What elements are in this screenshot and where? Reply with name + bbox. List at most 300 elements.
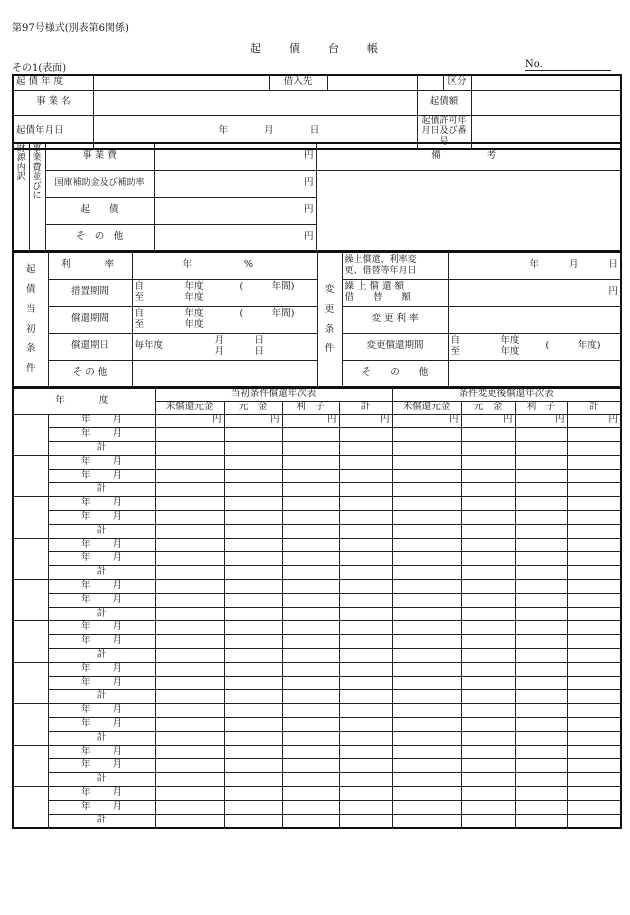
- schedule-amount-cell[interactable]: [567, 414, 621, 428]
- schedule-amount-cell[interactable]: [224, 635, 282, 649]
- schedule-amount-cell[interactable]: [339, 787, 392, 801]
- schedule-amount-cell[interactable]: [155, 690, 224, 704]
- schedule-amount-cell[interactable]: [224, 511, 282, 525]
- schedule-amount-cell[interactable]: [339, 814, 392, 828]
- schedule-amount-cell[interactable]: [567, 800, 621, 814]
- unit-yen: 円: [303, 204, 314, 216]
- schedule-amount-cell[interactable]: [224, 455, 282, 469]
- schedule-amount-cell[interactable]: [339, 800, 392, 814]
- schedule-amount-cell[interactable]: [515, 414, 567, 428]
- schedule-amount-cell[interactable]: [282, 552, 339, 566]
- schedule-amount-cell[interactable]: [461, 773, 515, 787]
- schedule-amount-cell[interactable]: [567, 759, 621, 773]
- schedule-amount-cell[interactable]: [567, 814, 621, 828]
- changed-period-label: 変更償還期間: [342, 333, 448, 360]
- schedule-amount-cell[interactable]: [515, 442, 567, 456]
- schedule-amount-cell[interactable]: [282, 469, 339, 483]
- schedule-amount-cell[interactable]: [567, 704, 621, 718]
- schedule-amount-cell[interactable]: [392, 524, 461, 538]
- schedule-amount-cell[interactable]: [282, 414, 339, 428]
- schedule-amount-cell[interactable]: [339, 607, 392, 621]
- schedule-amount-cell[interactable]: [339, 731, 392, 745]
- schedule-amount-cell[interactable]: [392, 704, 461, 718]
- schedule-amount-cell[interactable]: [155, 649, 224, 663]
- grace-period-field[interactable]: 自 至 年度 年度 ( 年間): [132, 279, 317, 306]
- schedule-amount-cell[interactable]: [392, 773, 461, 787]
- repay-period-field[interactable]: 自 至 年度 年度 ( 年間): [132, 306, 317, 333]
- schedule-amount-cell[interactable]: [282, 718, 339, 732]
- schedule-amount-cell[interactable]: [339, 662, 392, 676]
- schedule-amount-cell[interactable]: [282, 607, 339, 621]
- schedule-amount-cell[interactable]: [461, 718, 515, 732]
- schedule-amount-cell[interactable]: [515, 566, 567, 580]
- schedule-amount-cell[interactable]: [515, 428, 567, 442]
- schedule-amount-cell[interactable]: [339, 469, 392, 483]
- project-name-field[interactable]: [93, 90, 417, 115]
- schedule-year-cell[interactable]: [13, 787, 48, 828]
- schedule-amount-cell[interactable]: [155, 483, 224, 497]
- schedule-amount-cell[interactable]: [282, 580, 339, 594]
- schedule-amount-cell[interactable]: [339, 442, 392, 456]
- schedule-amount-cell[interactable]: [461, 635, 515, 649]
- fiscal-year-field[interactable]: [93, 75, 269, 90]
- schedule-amount-cell[interactable]: [461, 814, 515, 828]
- schedule-amount-cell[interactable]: [392, 511, 461, 525]
- schedule-amount-cell[interactable]: [461, 538, 515, 552]
- schedule-amount-cell[interactable]: [224, 759, 282, 773]
- schedule-amount-cell[interactable]: [567, 593, 621, 607]
- schedule-total-label: 計: [48, 607, 155, 621]
- schedule-amount-cell[interactable]: [392, 428, 461, 442]
- schedule-col-header: 未償還元金: [392, 401, 461, 414]
- schedule-amount-cell[interactable]: [155, 511, 224, 525]
- schedule-amount-cell[interactable]: [515, 704, 567, 718]
- schedule-amount-cell[interactable]: [224, 552, 282, 566]
- schedule-amount-cell[interactable]: [515, 814, 567, 828]
- unit-yen: 円: [503, 414, 513, 426]
- schedule-amount-cell[interactable]: [339, 621, 392, 635]
- schedule-amount-cell[interactable]: [461, 566, 515, 580]
- schedule-amount-cell[interactable]: [282, 428, 339, 442]
- schedule-amount-cell[interactable]: [282, 745, 339, 759]
- schedule-amount-cell[interactable]: [392, 676, 461, 690]
- schedule-amount-cell[interactable]: [155, 524, 224, 538]
- schedule-amount-cell[interactable]: [567, 566, 621, 580]
- schedule-amount-cell[interactable]: [339, 704, 392, 718]
- schedule-amount-cell[interactable]: [282, 593, 339, 607]
- table-row: [13, 442, 621, 456]
- schedule-amount-cell[interactable]: [515, 718, 567, 732]
- schedule-amount-cell[interactable]: [392, 469, 461, 483]
- schedule-amount-cell[interactable]: [339, 414, 392, 428]
- schedule-amount-cell[interactable]: [282, 676, 339, 690]
- schedule-amount-cell[interactable]: [515, 511, 567, 525]
- schedule-amount-cell[interactable]: [567, 773, 621, 787]
- schedule-amount-cell[interactable]: [461, 469, 515, 483]
- schedule-amount-cell[interactable]: [224, 524, 282, 538]
- schedule-amount-cell[interactable]: [155, 414, 224, 428]
- schedule-year-cell[interactable]: [13, 580, 48, 621]
- schedule-amount-cell[interactable]: [515, 552, 567, 566]
- schedule-amount-cell[interactable]: [461, 800, 515, 814]
- schedule-amount-cell[interactable]: [392, 593, 461, 607]
- schedule-amount-cell[interactable]: [282, 635, 339, 649]
- schedule-amount-cell[interactable]: [224, 483, 282, 497]
- schedule-amount-cell[interactable]: [392, 414, 461, 428]
- schedule-amount-cell[interactable]: [224, 649, 282, 663]
- schedule-amount-cell[interactable]: [339, 552, 392, 566]
- schedule-amount-cell[interactable]: [567, 428, 621, 442]
- schedule-amount-cell[interactable]: [155, 800, 224, 814]
- lender-label: 借入先: [269, 75, 327, 90]
- schedule-amount-cell[interactable]: [155, 676, 224, 690]
- schedule-amount-cell[interactable]: [515, 690, 567, 704]
- schedule-amount-cell[interactable]: [155, 497, 224, 511]
- schedule-amount-cell[interactable]: [155, 607, 224, 621]
- schedule-amount-cell[interactable]: [224, 566, 282, 580]
- schedule-amount-cell[interactable]: [567, 690, 621, 704]
- schedule-amount-cell[interactable]: [461, 607, 515, 621]
- finance-row-label: 事 業 費: [45, 143, 154, 170]
- schedule-amount-cell[interactable]: [155, 621, 224, 635]
- schedule-amount-cell[interactable]: [224, 497, 282, 511]
- schedule-amount-cell[interactable]: [567, 731, 621, 745]
- schedule-amount-cell[interactable]: [339, 773, 392, 787]
- rate-label: 利 率: [48, 252, 132, 279]
- schedule-amount-cell[interactable]: [224, 814, 282, 828]
- change-date-field[interactable]: [448, 252, 621, 279]
- schedule-amount-cell[interactable]: [515, 773, 567, 787]
- schedule-amount-cell[interactable]: [155, 593, 224, 607]
- schedule-amount-cell[interactable]: [339, 759, 392, 773]
- schedule-amount-cell[interactable]: [392, 621, 461, 635]
- category-field[interactable]: [471, 75, 621, 90]
- schedule-amount-cell[interactable]: [515, 731, 567, 745]
- schedule-amount-cell[interactable]: [339, 690, 392, 704]
- schedule-amount-cell[interactable]: [461, 704, 515, 718]
- finance-row-value[interactable]: [154, 197, 316, 224]
- schedule-amount-cell[interactable]: [339, 676, 392, 690]
- table-row: [13, 580, 621, 594]
- schedule-amount-cell[interactable]: [461, 731, 515, 745]
- schedule-amount-cell[interactable]: [224, 718, 282, 732]
- schedule-amount-cell[interactable]: [567, 469, 621, 483]
- schedule-amount-cell[interactable]: [282, 621, 339, 635]
- schedule-amount-cell[interactable]: [392, 662, 461, 676]
- schedule-amount-cell[interactable]: [461, 787, 515, 801]
- schedule-amount-cell[interactable]: [339, 455, 392, 469]
- schedule-amount-cell[interactable]: [392, 607, 461, 621]
- schedule-amount-cell[interactable]: [461, 455, 515, 469]
- schedule-amount-cell[interactable]: [461, 414, 515, 428]
- schedule-amount-cell[interactable]: [461, 676, 515, 690]
- table-row: [13, 731, 621, 745]
- finance-table: [12, 142, 622, 252]
- schedule-year-cell[interactable]: [13, 704, 48, 745]
- table-row: [13, 511, 621, 525]
- schedule-amount-cell[interactable]: [392, 800, 461, 814]
- schedule-amount-cell[interactable]: [567, 745, 621, 759]
- schedule-amount-cell[interactable]: [567, 511, 621, 525]
- schedule-amount-cell[interactable]: [567, 442, 621, 456]
- schedule-amount-cell[interactable]: [155, 538, 224, 552]
- category-label: 区分: [443, 75, 471, 90]
- table-row: [13, 745, 621, 759]
- schedule-amount-cell[interactable]: [282, 497, 339, 511]
- schedule-amount-cell[interactable]: [339, 483, 392, 497]
- schedule-amount-cell[interactable]: [224, 690, 282, 704]
- schedule-amount-cell[interactable]: [155, 635, 224, 649]
- schedule-amount-cell[interactable]: [224, 428, 282, 442]
- schedule-amount-cell[interactable]: [282, 787, 339, 801]
- schedule-amount-cell[interactable]: [155, 428, 224, 442]
- schedule-amount-cell[interactable]: [339, 524, 392, 538]
- remarks-field[interactable]: [316, 170, 621, 251]
- schedule-year-cell[interactable]: [13, 662, 48, 703]
- schedule-amount-cell[interactable]: [282, 566, 339, 580]
- schedule-amount-cell[interactable]: [461, 483, 515, 497]
- bond-amount-field[interactable]: [471, 90, 621, 115]
- schedule-amount-cell[interactable]: [392, 745, 461, 759]
- schedule-amount-cell[interactable]: [567, 524, 621, 538]
- schedule-amount-cell[interactable]: [567, 497, 621, 511]
- schedule-amount-cell[interactable]: [515, 455, 567, 469]
- schedule-amount-cell[interactable]: [224, 731, 282, 745]
- initial-other-field[interactable]: [132, 360, 317, 387]
- schedule-year-cell[interactable]: [13, 538, 48, 579]
- schedule-amount-cell[interactable]: [339, 593, 392, 607]
- schedule-amount-cell[interactable]: [224, 414, 282, 428]
- schedule-amount-cell[interactable]: [567, 676, 621, 690]
- schedule-amount-cell[interactable]: [339, 497, 392, 511]
- schedule-amount-cell[interactable]: [155, 773, 224, 787]
- schedule-amount-cell[interactable]: [392, 731, 461, 745]
- schedule-amount-cell[interactable]: [461, 690, 515, 704]
- schedule-amount-cell[interactable]: [155, 704, 224, 718]
- schedule-amount-cell[interactable]: [224, 580, 282, 594]
- schedule-amount-cell[interactable]: [282, 731, 339, 745]
- table-row: [13, 718, 621, 732]
- schedule-amount-cell[interactable]: [155, 469, 224, 483]
- schedule-amount-cell[interactable]: [339, 745, 392, 759]
- finance-row-value[interactable]: [154, 170, 316, 197]
- schedule-col-header: 元 金: [461, 401, 515, 414]
- schedule-amount-cell[interactable]: [567, 635, 621, 649]
- schedule-amount-cell[interactable]: [567, 621, 621, 635]
- schedule-amount-cell[interactable]: [224, 787, 282, 801]
- schedule-amount-cell[interactable]: [515, 580, 567, 594]
- schedule-amount-cell[interactable]: [515, 524, 567, 538]
- schedule-amount-cell[interactable]: [155, 580, 224, 594]
- schedule-amount-cell[interactable]: [461, 593, 515, 607]
- schedule-amount-cell[interactable]: [282, 511, 339, 525]
- schedule-amount-cell[interactable]: [567, 455, 621, 469]
- changed-rate-field[interactable]: [448, 306, 621, 333]
- schedule-amount-cell[interactable]: [515, 621, 567, 635]
- table-row: [13, 814, 621, 828]
- schedule-amount-cell[interactable]: [461, 759, 515, 773]
- schedule-amount-cell[interactable]: [461, 580, 515, 594]
- schedule-amount-cell[interactable]: [515, 593, 567, 607]
- change-other-field[interactable]: [448, 360, 621, 387]
- lender-extra-field[interactable]: [417, 75, 443, 90]
- schedule-amount-cell[interactable]: [224, 662, 282, 676]
- schedule-amount-cell[interactable]: [461, 524, 515, 538]
- schedule-amount-cell[interactable]: [392, 442, 461, 456]
- schedule-amount-cell[interactable]: [224, 676, 282, 690]
- schedule-amount-cell[interactable]: [461, 552, 515, 566]
- schedule-amount-cell[interactable]: [461, 621, 515, 635]
- table-row: [13, 538, 621, 552]
- unit-year: 年: [529, 259, 539, 271]
- schedule-amount-cell[interactable]: [155, 731, 224, 745]
- schedule-amount-cell[interactable]: [282, 773, 339, 787]
- schedule-amount-cell[interactable]: [282, 442, 339, 456]
- schedule-amount-cell[interactable]: [224, 538, 282, 552]
- schedule-amount-cell[interactable]: [339, 635, 392, 649]
- schedule-amount-cell[interactable]: [515, 469, 567, 483]
- schedule-amount-cell[interactable]: [392, 538, 461, 552]
- schedule-amount-cell[interactable]: [515, 745, 567, 759]
- bond-header-table: [12, 74, 622, 150]
- schedule-amount-cell[interactable]: [515, 635, 567, 649]
- finance-row-value[interactable]: [154, 143, 316, 170]
- schedule-amount-cell[interactable]: [282, 483, 339, 497]
- schedule-amount-cell[interactable]: [461, 662, 515, 676]
- schedule-amount-cell[interactable]: [282, 455, 339, 469]
- schedule-amount-cell[interactable]: [515, 538, 567, 552]
- schedule-amount-cell[interactable]: [392, 635, 461, 649]
- schedule-amount-cell[interactable]: [392, 580, 461, 594]
- schedule-amount-cell[interactable]: [339, 428, 392, 442]
- schedule-year-cell[interactable]: [13, 455, 48, 496]
- schedule-amount-cell[interactable]: [567, 787, 621, 801]
- finance-side-sub: 事業費並びに: [29, 143, 45, 251]
- schedule-amount-cell[interactable]: [392, 759, 461, 773]
- schedule-amount-cell[interactable]: [567, 718, 621, 732]
- schedule-amount-cell[interactable]: [339, 538, 392, 552]
- initial-other-label: そ の 他: [48, 360, 132, 387]
- schedule-amount-cell[interactable]: [567, 580, 621, 594]
- schedule-amount-cell[interactable]: [461, 649, 515, 663]
- schedule-amount-cell[interactable]: [461, 428, 515, 442]
- schedule-amount-cell[interactable]: [224, 773, 282, 787]
- schedule-amount-cell[interactable]: [392, 690, 461, 704]
- schedule-amount-cell[interactable]: [567, 662, 621, 676]
- schedule-amount-cell[interactable]: [155, 787, 224, 801]
- schedule-amount-cell[interactable]: [515, 607, 567, 621]
- schedule-year-cell[interactable]: [13, 497, 48, 538]
- rate-field[interactable]: [132, 252, 317, 279]
- schedule-month-label: 年 月: [48, 676, 155, 690]
- schedule-amount-cell[interactable]: [339, 718, 392, 732]
- schedule-amount-cell[interactable]: [392, 566, 461, 580]
- schedule-amount-cell[interactable]: [339, 566, 392, 580]
- schedule-amount-cell[interactable]: [339, 649, 392, 663]
- table-row: [13, 428, 621, 442]
- schedule-amount-cell[interactable]: [515, 649, 567, 663]
- schedule-amount-cell[interactable]: [282, 649, 339, 663]
- schedule-amount-cell[interactable]: [282, 662, 339, 676]
- schedule-amount-cell[interactable]: [515, 787, 567, 801]
- schedule-amount-cell[interactable]: [282, 704, 339, 718]
- schedule-amount-cell[interactable]: [461, 497, 515, 511]
- schedule-amount-cell[interactable]: [282, 759, 339, 773]
- schedule-amount-cell[interactable]: [392, 552, 461, 566]
- schedule-amount-cell[interactable]: [461, 442, 515, 456]
- schedule-amount-cell[interactable]: [339, 580, 392, 594]
- schedule-amount-cell[interactable]: [515, 759, 567, 773]
- schedule-amount-cell[interactable]: [224, 704, 282, 718]
- schedule-amount-cell[interactable]: [224, 593, 282, 607]
- schedule-amount-cell[interactable]: [282, 814, 339, 828]
- schedule-amount-cell[interactable]: [155, 759, 224, 773]
- schedule-amount-cell[interactable]: [282, 538, 339, 552]
- schedule-amount-cell[interactable]: [155, 566, 224, 580]
- schedule-amount-cell[interactable]: [515, 483, 567, 497]
- schedule-amount-cell[interactable]: [515, 662, 567, 676]
- schedule-amount-cell[interactable]: [224, 469, 282, 483]
- schedule-amount-cell[interactable]: [155, 718, 224, 732]
- schedule-year-cell[interactable]: [13, 621, 48, 662]
- schedule-amount-cell[interactable]: [567, 552, 621, 566]
- lender-field[interactable]: [327, 75, 417, 90]
- schedule-amount-cell[interactable]: [567, 538, 621, 552]
- schedule-amount-cell[interactable]: [155, 662, 224, 676]
- schedule-amount-cell[interactable]: [392, 455, 461, 469]
- schedule-amount-cell[interactable]: [461, 511, 515, 525]
- schedule-amount-cell[interactable]: [155, 455, 224, 469]
- number-field[interactable]: [525, 59, 611, 71]
- early-repay-field[interactable]: [448, 279, 621, 306]
- schedule-amount-cell[interactable]: [515, 800, 567, 814]
- finance-row-value[interactable]: [154, 224, 316, 251]
- schedule-amount-cell[interactable]: [155, 745, 224, 759]
- schedule-amount-cell[interactable]: [224, 607, 282, 621]
- schedule-amount-cell[interactable]: [515, 497, 567, 511]
- schedule-amount-cell[interactable]: [224, 442, 282, 456]
- schedule-amount-cell[interactable]: [155, 552, 224, 566]
- schedule-amount-cell[interactable]: [567, 483, 621, 497]
- changed-period-field[interactable]: 自 至 年度 年度 ( 年度): [448, 333, 621, 360]
- schedule-amount-cell[interactable]: [567, 649, 621, 663]
- schedule-amount-cell[interactable]: [392, 483, 461, 497]
- rate-year-unit: 年: [182, 259, 193, 271]
- schedule-amount-cell[interactable]: [515, 676, 567, 690]
- schedule-amount-cell[interactable]: [392, 649, 461, 663]
- schedule-amount-cell[interactable]: [392, 497, 461, 511]
- schedule-amount-cell[interactable]: [567, 607, 621, 621]
- schedule-amount-cell[interactable]: [155, 442, 224, 456]
- unit-yen: 円: [608, 414, 619, 426]
- schedule-amount-cell[interactable]: [392, 787, 461, 801]
- schedule-amount-cell[interactable]: [392, 718, 461, 732]
- schedule-year-cell[interactable]: [13, 414, 48, 455]
- schedule-amount-cell[interactable]: [339, 511, 392, 525]
- schedule-amount-cell[interactable]: [392, 814, 461, 828]
- due-date-field[interactable]: 毎年度 月 月 日 日: [132, 333, 317, 360]
- schedule-year-cell[interactable]: [13, 745, 48, 786]
- schedule-amount-cell[interactable]: [224, 621, 282, 635]
- schedule-amount-cell[interactable]: [224, 745, 282, 759]
- schedule-amount-cell[interactable]: [282, 690, 339, 704]
- schedule-amount-cell[interactable]: [282, 800, 339, 814]
- due-date-label: 償還期日: [48, 333, 132, 360]
- schedule-amount-cell[interactable]: [155, 814, 224, 828]
- schedule-amount-cell[interactable]: [282, 524, 339, 538]
- schedule-amount-cell[interactable]: [461, 745, 515, 759]
- schedule-amount-cell[interactable]: [224, 800, 282, 814]
